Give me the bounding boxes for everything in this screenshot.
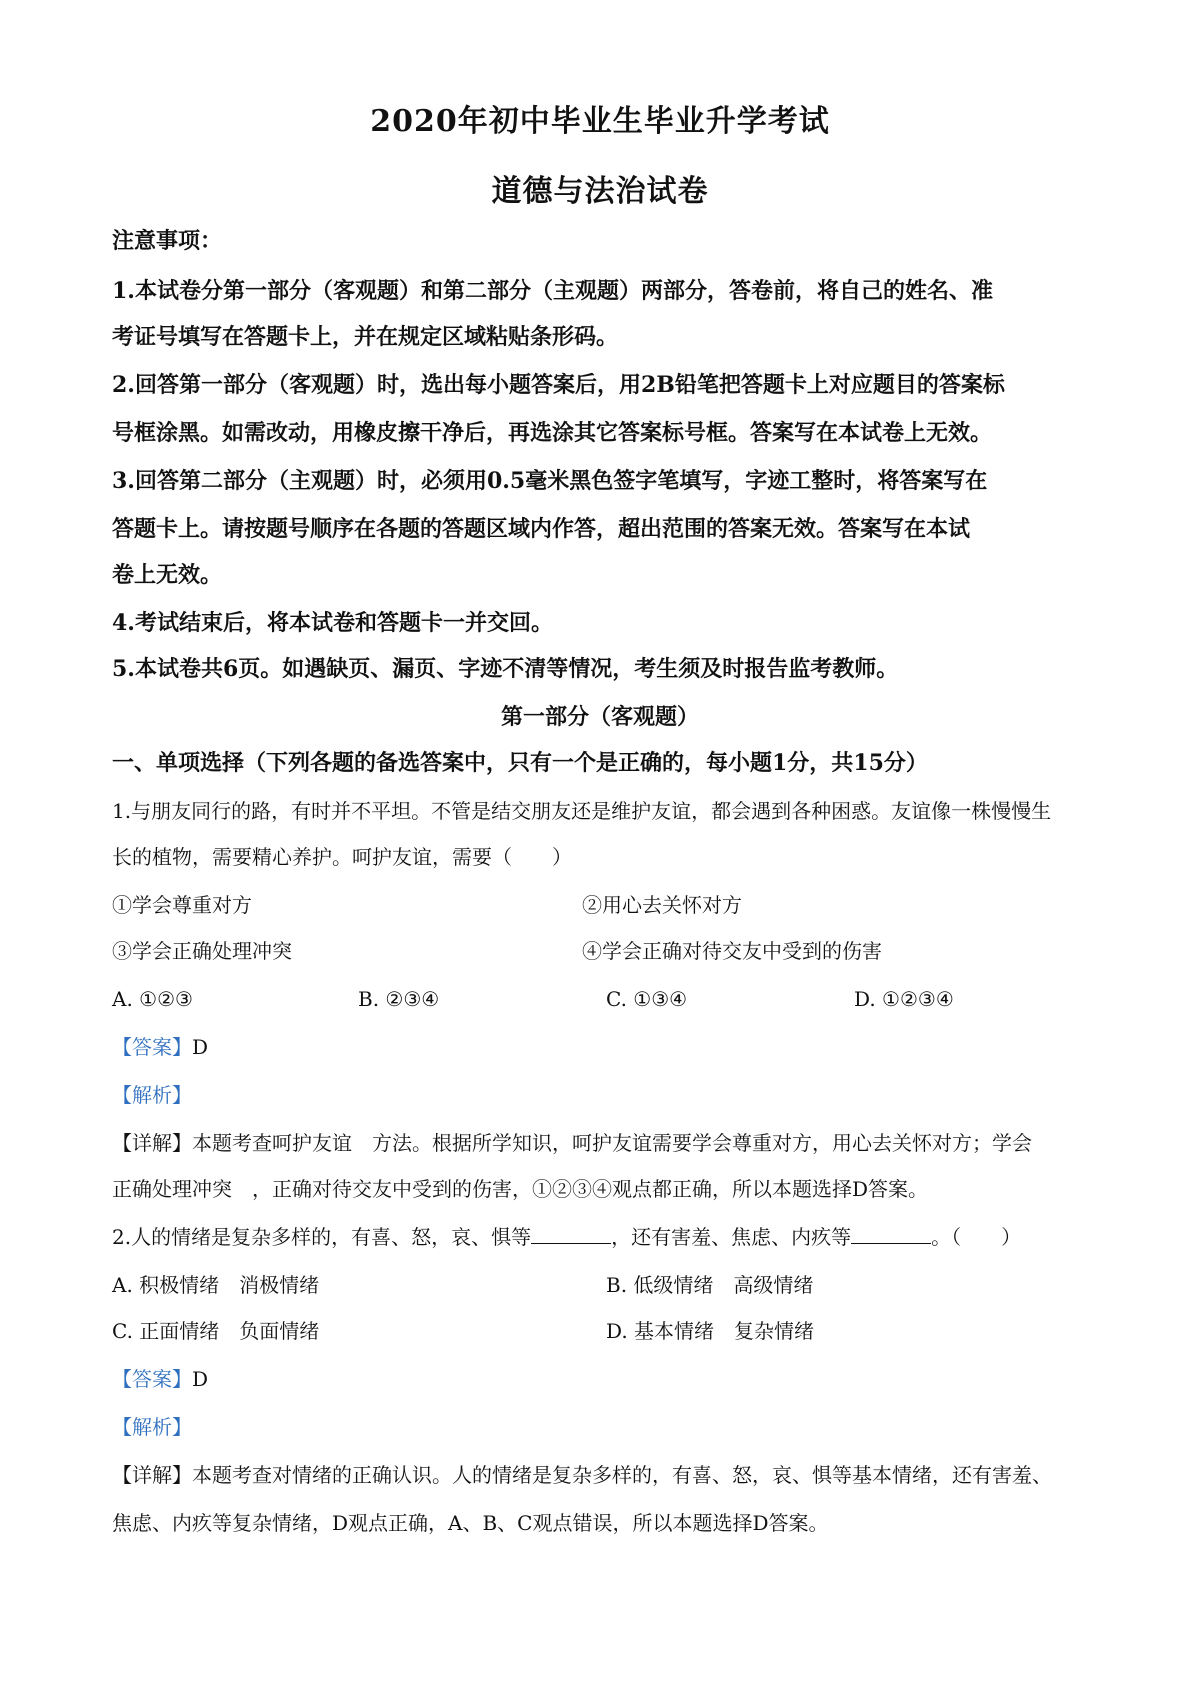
question-2-option-d: D. 基本情绪 复杂情绪	[606, 1319, 815, 1343]
question-1-analysis-tag: 【解析】	[112, 1083, 192, 1107]
question-1-item: ①学会尊重对方	[112, 893, 252, 917]
question-1-item: ③学会正确处理冲突	[112, 939, 292, 963]
question-1-option-c: C. ①③④	[606, 987, 688, 1011]
question-1-option-a: A. ①②③	[112, 987, 193, 1011]
fill-blank	[851, 1223, 931, 1244]
notice-line: 号框涂黑。如需改动，用橡皮擦干净后，再选涂其它答案标号框。答案写在本试卷上无效。	[112, 420, 993, 446]
question-1-detail-line1: 【详解】本题考查呵护友谊 方法。根据所学知识，呵护友谊需要学会尊重对方，用心去关怀对方；学会	[112, 1131, 1032, 1155]
question-2-stem	[112, 1222, 1102, 1252]
question-1-answer	[112, 1032, 208, 1062]
notice-line: 4.考试结束后，将本试卷和答题卡一并交回。	[112, 610, 553, 636]
part1-title: 第一部分（客观题）	[500, 704, 699, 730]
question-1-item: ④学会正确对待交友中受到的伤害	[582, 939, 882, 963]
question-2-detail-line2: 焦虑、内疚等复杂情绪，D观点正确，A、B、C观点错误，所以本题选择D答案。	[112, 1511, 829, 1535]
stem-part: ，还有害羞、焦虑、内疚等	[611, 1225, 852, 1249]
question-1-stem-line2: 长的植物，需要精心养护。呵护友谊，需要（ ）	[112, 845, 572, 869]
question-1-option-d: D. ①②③④	[854, 987, 954, 1011]
answer-tag: 【答案】	[112, 1035, 192, 1059]
question-2-analysis-tag: 【解析】	[112, 1415, 192, 1439]
answer-tag: 【答案】	[112, 1367, 192, 1391]
question-2-option-c: C. 正面情绪 负面情绪	[112, 1319, 320, 1343]
question-1-option-b: B. ②③④	[358, 987, 440, 1011]
notice-line: 答题卡上。请按题号顺序在各题的答题区域内作答，超出范围的答案无效。答案写在本试	[112, 516, 971, 542]
fill-blank	[531, 1223, 611, 1244]
answer-value: D	[192, 1035, 209, 1059]
section-heading: 一、单项选择（下列各题的备选答案中，只有一个是正确的，每小题1分，共15分）	[112, 750, 928, 776]
answer-value: D	[192, 1367, 209, 1391]
notice-line: 卷上无效。	[112, 562, 223, 588]
question-1-detail-line2: 正确处理冲突 ，正确对待交友中受到的伤害，①②③④观点都正确，所以本题选择D答案。	[112, 1177, 929, 1201]
notice-line: 5.本试卷共6页。如遇缺页、漏页、字迹不清等情况，考生须及时报告监考教师。	[112, 656, 899, 682]
question-1-item: ②用心去关怀对方	[582, 893, 742, 917]
question-1-stem-line1: 1.与朋友同行的路，有时并不平坦。不管是结交朋友还是维护友谊，都会遇到各种困惑。友谊像一株慢慢生	[112, 799, 1052, 823]
exam-subtitle: 道德与法治试卷	[491, 174, 709, 209]
exam-title: 2020年初中毕业生毕业升学考试	[370, 104, 830, 139]
stem-part: 2.人的情绪是复杂多样的，有喜、怒，哀、惧等	[112, 1225, 532, 1249]
notice-line: 3.回答第二部分（主观题）时，必须用0.5毫米黑色签字笔填写，字迹工整时，将答案写在	[112, 468, 988, 494]
notice-heading: 注意事项：	[112, 228, 223, 254]
question-2-answer	[112, 1364, 208, 1394]
question-2-option-b: B. 低级情绪 高级情绪	[606, 1273, 814, 1297]
notice-line: 1.本试卷分第一部分（客观题）和第二部分（主观题）两部分，答卷前，将自己的姓名、准	[112, 278, 993, 304]
notice-line: 2.回答第一部分（客观题）时，选出每小题答案后，用2B铅笔把答题卡上对应题目的答案标	[112, 372, 1005, 398]
notice-line: 考证号填写在答题卡上，并在规定区域粘贴条形码。	[112, 324, 619, 350]
question-2-detail-line1: 【详解】本题考查对情绪的正确认识。人的情绪是复杂多样的，有喜、怒，哀、惧等基本情绪，还有害羞、	[112, 1463, 1052, 1487]
stem-part: 。（ ）	[931, 1225, 1022, 1249]
question-2-option-a: A. 积极情绪 消极情绪	[112, 1273, 320, 1297]
